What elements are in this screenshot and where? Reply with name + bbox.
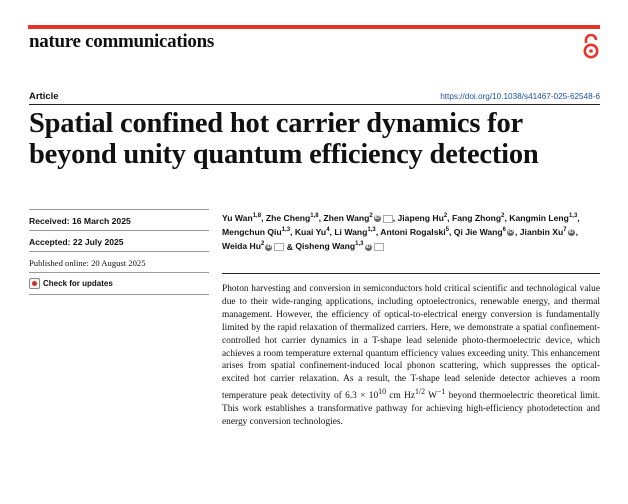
detectivity-exponent: 10 [378, 387, 386, 397]
orcid-icon[interactable]: iD [374, 215, 380, 222]
author-affiliation: 2 [501, 213, 505, 219]
published-date: Published online: 20 August 2025 [29, 258, 146, 268]
author-name[interactable]: Jiapeng Hu$^2$ [397, 212, 448, 223]
unit-w: W [425, 391, 438, 402]
unit-w-exponent: −1 [437, 387, 446, 397]
orcid-icon[interactable]: iD [365, 243, 371, 250]
author-list: Yu Wan$^{1,8}$, Zhe Cheng$^{1,8}$, Zhen Wang$^2$ iD , Jiapeng Hu$^2$, Fang Zhong$^2$, Kangmin Leng$^{1,3}$, Mengchun Qiu$^{1,3}$, Kuai Yu$^4$, Li Wang$^{1,3}$, Antoni Rogalski$^5$, Qi Jie Wang$^6$ iD , Jianbin Xu$^7$ iD , Weida Hu$^2$ iD & Qisheng Wang$^{1,3}$ iD [222, 212, 580, 252]
author-affiliation: 1,3 [367, 227, 376, 234]
author-affiliation: 4 [326, 227, 330, 234]
author-name[interactable]: Antoni Rogalski$^5$ [380, 227, 449, 238]
author-name[interactable]: Jianbin Xu$^7$ iD [519, 227, 574, 238]
author-affiliation: 2 [369, 213, 373, 219]
author-affiliation: 2 [261, 241, 265, 248]
author-name[interactable]: Mengchun Qiu$^{1,3}$ [222, 227, 291, 238]
email-icon[interactable] [383, 215, 393, 223]
author-name[interactable]: Zhen Wang$^2$ iD [323, 213, 392, 223]
author-affiliation: 1,3 [281, 227, 291, 234]
open-access-icon [579, 34, 603, 60]
author-name[interactable]: Zhe Cheng$^{1,8}$ [265, 212, 319, 223]
author-affiliation: 1,8 [310, 213, 319, 219]
article-title: Spatial confined hot carrier dynamics for beyond unity quantum efficiency detection [29, 108, 539, 170]
author-name[interactable]: Qisheng Wang$^{1,3}$ iD [295, 241, 383, 251]
author-name[interactable]: Kuai Yu$^4$ [294, 227, 330, 238]
email-icon[interactable] [274, 243, 284, 251]
author-affiliation: 1,8 [252, 213, 262, 219]
author-name[interactable]: Weida Hu$^2$ iD [222, 241, 284, 251]
author-affiliation: 1,3 [568, 213, 578, 219]
author-name[interactable]: Yu Wan$^{1,8}$ [222, 212, 262, 223]
detectivity-value: 6.3 × 10 [345, 391, 379, 402]
author-affiliation: 6 [502, 227, 506, 234]
journal-accent-bar [28, 25, 600, 29]
abstract-divider [222, 273, 600, 274]
author-affiliation: 5 [445, 227, 449, 234]
abstract-part-2: beyond thermoelectric theoretical limit. This work establishes a transformative pathway for achieving high-efficiency photodetection and energy conversion technologies. [222, 391, 600, 428]
journal-name[interactable]: nature communications [29, 31, 214, 52]
author-name[interactable]: Qi Jie Wang$^6$ iD [453, 227, 513, 238]
author-affiliation: 2 [443, 213, 448, 219]
header-divider [29, 104, 600, 105]
check-for-updates-button[interactable] [29, 273, 209, 294]
article-type-label: Article [29, 91, 59, 102]
orcid-icon[interactable]: iD [508, 229, 513, 236]
check-for-updates-icon [29, 278, 40, 289]
check-for-updates-label: Check for updates [43, 279, 113, 288]
unit-hz-exponent: 1/2 [415, 387, 426, 397]
doi-link[interactable]: https://doi.org/10.1038/s41467-025-62548-6 [440, 92, 600, 101]
author-name[interactable]: Kangmin Leng$^{1,3}$ [509, 212, 578, 223]
author-name[interactable]: Li Wang$^{1,3}$ [334, 227, 376, 238]
author-name[interactable]: Fang Zhong$^2$ [451, 212, 505, 223]
abstract-text [222, 283, 600, 429]
received-date: Received: 16 March 2025 [29, 216, 131, 226]
divider [29, 294, 209, 295]
accepted-date: Accepted: 22 July 2025 [29, 237, 124, 247]
unit-cm-hz: cm Hz [385, 391, 416, 402]
orcid-icon[interactable]: iD [568, 229, 574, 236]
author-affiliation: 1,3 [355, 241, 364, 248]
article-dates-panel [29, 209, 209, 295]
orcid-icon[interactable]: iD [266, 243, 272, 250]
abstract-part-1: Photon harvesting and conversion in semiconductors hold critical scientific and technological value due to their wide-ranging applications, including optoelectronics, renewable energy, and thermal management. However, the efficiency of optical-to-electrical energy conversion is fundamentally limited by the rapid relaxation of thermalized carriers. Here, we demonstrate a spatial confinement-controlled hot carrier dynamics in a T-shape lead selenide photo-thermoelectric device, which achieves a room temperature external quantum efficiency values exceeding unity. This enhancement arises from spatial confinement-induced local phonon scattering, which suppresses the optical-excited hot carrier relaxation. As a result, the T-shape lead selenide detector achieves a room temperature peak detectivity of [222, 284, 600, 402]
author-affiliation: 7 [563, 227, 567, 234]
email-icon[interactable] [374, 243, 384, 251]
